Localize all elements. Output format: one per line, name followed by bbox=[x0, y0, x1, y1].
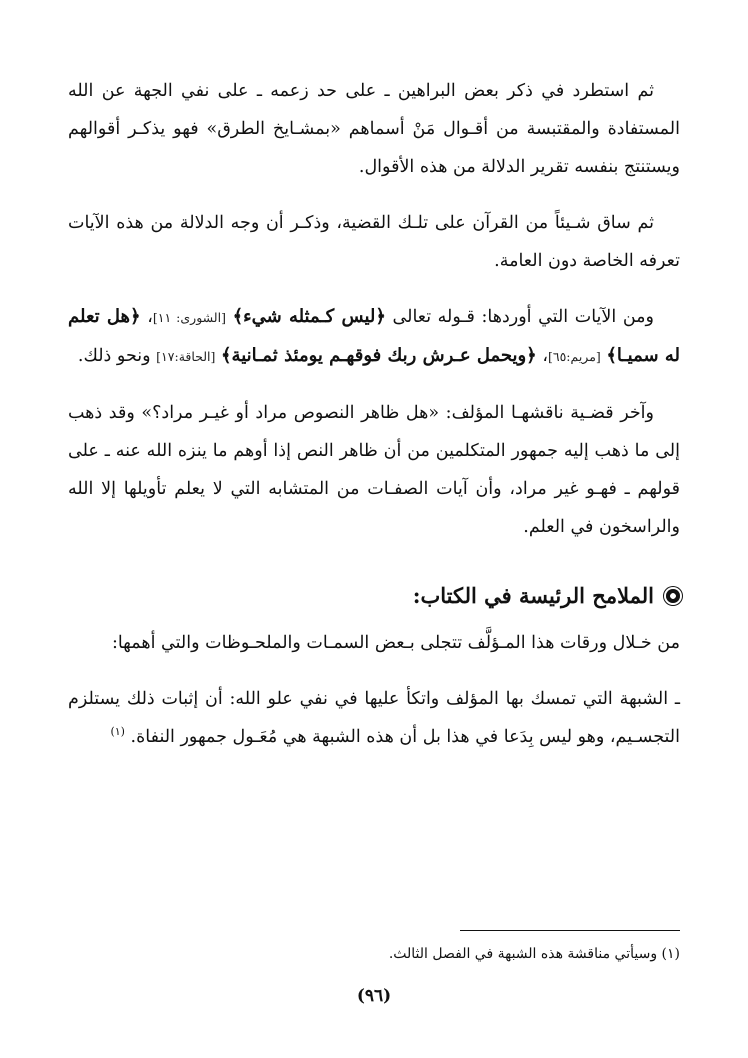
flower-bullet-icon bbox=[666, 589, 680, 603]
paragraph-6-text: ـ الشبهة التي تمسك بها المؤلف واتكأ عليها في نفي علو الله: أن إثبات ذلك يستلزم التجسـيم، وهو ليس بِدَعا في هذا بل أن هذه الشبهة هي مُعَـول جمهور النفاة. bbox=[68, 689, 680, 747]
section-heading bbox=[68, 576, 680, 616]
verse-citation-1: [الشورى: ١١] bbox=[152, 310, 226, 325]
paragraph-3 bbox=[68, 298, 680, 376]
paragraph-3-tail: ونحو ذلك. bbox=[77, 346, 151, 366]
page-number: (٩٦) bbox=[356, 986, 392, 1006]
paragraph-1: ثم استطرد في ذكر بعض البراهين ـ على حد زعمه ـ على نفي الجهة عن الله المستفادة والمقتبسة من أقـوال مَنْ أسماهم «بمشـايخ الطرق» فهو يذكـر أقوالهم ويستنتج بنفسه تقرير الدلالة من هذه الأقوال. bbox=[68, 81, 680, 177]
footnote: (١) وسيأتي مناقشة هذه الشبهة في الفصل الثالث. bbox=[388, 946, 680, 962]
separator-1: ، bbox=[147, 307, 153, 327]
paragraph-6 bbox=[68, 680, 680, 756]
quran-verse-2: ﴿هل تعلم له سميـا﴾ bbox=[68, 306, 680, 366]
verse-citation-3: [الحاقة:١٧] bbox=[156, 349, 216, 364]
footnote-divider bbox=[460, 930, 680, 931]
paragraph-3-lead: ومن الآيات التي أوردها: قـوله تعالى bbox=[392, 307, 654, 327]
paragraph-5: من خـلال ورقات هذا المـؤلَّف تتجلى بـعض السمـات والملحـوظات والتي أهمها: bbox=[111, 633, 680, 653]
section-heading-text: الملامح الرئيسة في الكتاب: bbox=[412, 583, 654, 608]
page-body bbox=[68, 72, 680, 774]
paragraph-4: وآخر قضـية ناقشهـا المؤلف: «هل ظاهر النصوص مراد أو غيـر مراد؟» وقد ذهب إلى ما ذهب إليه جمهور المتكلمين من أن ظاهر النص إذا أوهم ما ينزه الله عنه ـ على قولهم ـ فهـو غير مراد، وأن آيات الصفـات من المتشابه التي لا يعلم تأويلها إلا الله والراسخون في العلم. bbox=[68, 403, 680, 537]
quran-verse-1: ﴿ليس كـمثله شيء﴾ bbox=[232, 306, 386, 327]
verse-citation-2: [مريم:٦٥] bbox=[547, 349, 601, 364]
paragraph-2: ثم ساق شـيئاً من القرآن على تلـك القضية، وذكـر أن وجه الدلالة من هذه الآيات تعرفه الخاصة دون العامة. bbox=[68, 213, 680, 271]
separator-2: ، bbox=[542, 346, 548, 366]
quran-verse-3: ﴿ويحمل عـرش ربك فوقهـم يومئذ ثمـانية﴾ bbox=[221, 345, 537, 366]
footnote-reference[interactable]: (١) bbox=[110, 725, 125, 739]
